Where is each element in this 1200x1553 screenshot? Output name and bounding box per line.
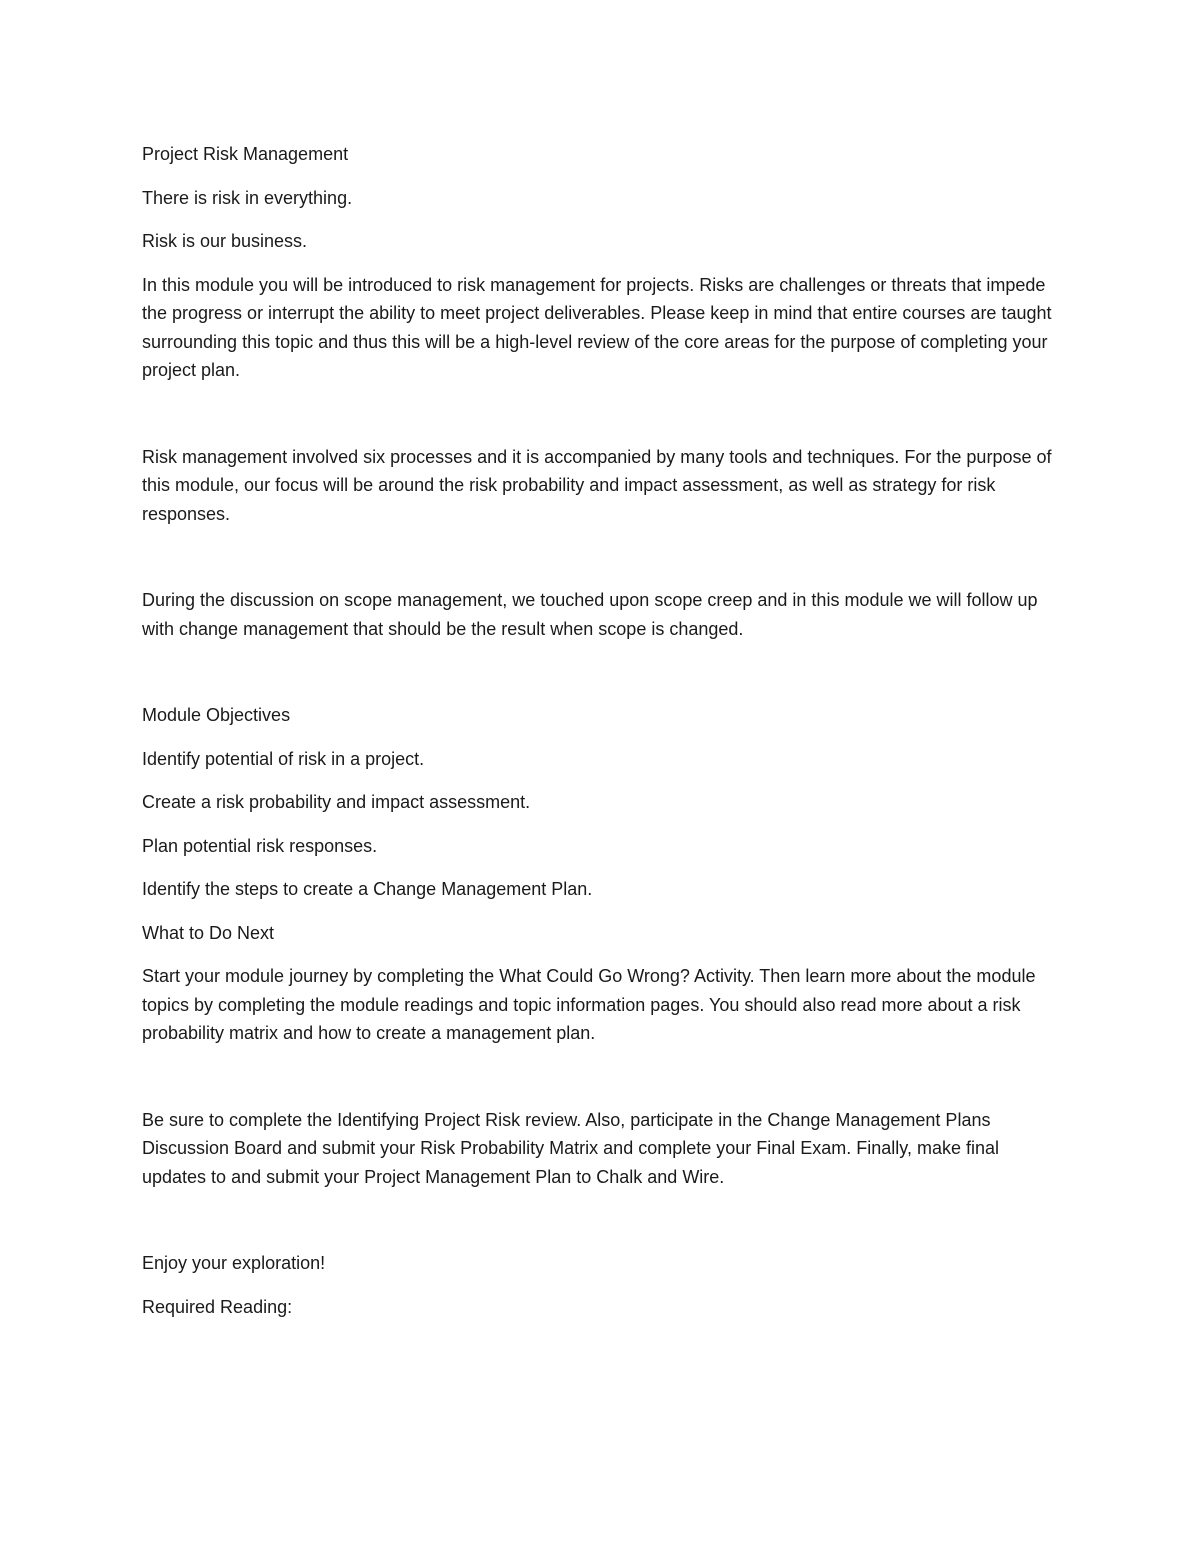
tagline-risk-business: Risk is our business. bbox=[142, 231, 308, 251]
objective-item: Create a risk probability and impact assessment. bbox=[142, 792, 531, 812]
document-body bbox=[142, 140, 1062, 1336]
document-title: Project Risk Management bbox=[142, 144, 349, 164]
complete-paragraph: Be sure to complete the Identifying Project Risk review. Also, participate in the Change Management Plans Discussion Board and submit your Risk Probability Matrix and complete your Final Exam. Finally, make final updates to and submit your Project Management Plan to Chalk and Wire. bbox=[142, 1109, 1000, 1187]
intro-paragraph: In this module you will be introduced to risk management for projects. Risks are challenges or threats that impede the progress or interrupt the ability to meet project deliverables. Please keep in mind that entire courses are taught surrounding this topic and thus this will be a high-level review of the core areas for the purpose of completing your project plan. bbox=[142, 274, 1052, 380]
objective-item: Plan potential risk responses. bbox=[142, 835, 378, 856]
scope-paragraph: During the discussion on scope management, we touched upon scope creep and in this module we will follow up with change management that should be the result when scope is changed. bbox=[142, 590, 1038, 639]
processes-paragraph: Risk management involved six processes and it is accompanied by many tools and techniques. For the purpose of this module, our focus will be around the risk probability and impact assessment, as well as strategy for risk responses. bbox=[142, 446, 1052, 524]
objectives-heading: Module Objectives bbox=[142, 705, 291, 725]
enjoy-line: Enjoy your exploration! bbox=[142, 1253, 326, 1273]
tagline-risk-everything: There is risk in everything. bbox=[142, 187, 353, 208]
next-heading: What to Do Next bbox=[142, 922, 275, 943]
reading-heading: Required Reading: bbox=[142, 1296, 293, 1317]
objective-item: Identify the steps to create a Change Management Plan. bbox=[142, 879, 593, 899]
next-paragraph: Start your module journey by completing the What Could Go Wrong? Activity. Then learn more about the module topics by completing the module readings and topic information pages. You should also read more about a risk probability matrix and how to create a management plan. bbox=[142, 966, 1036, 1043]
objective-item: Identify potential of risk in a project. bbox=[142, 748, 425, 769]
